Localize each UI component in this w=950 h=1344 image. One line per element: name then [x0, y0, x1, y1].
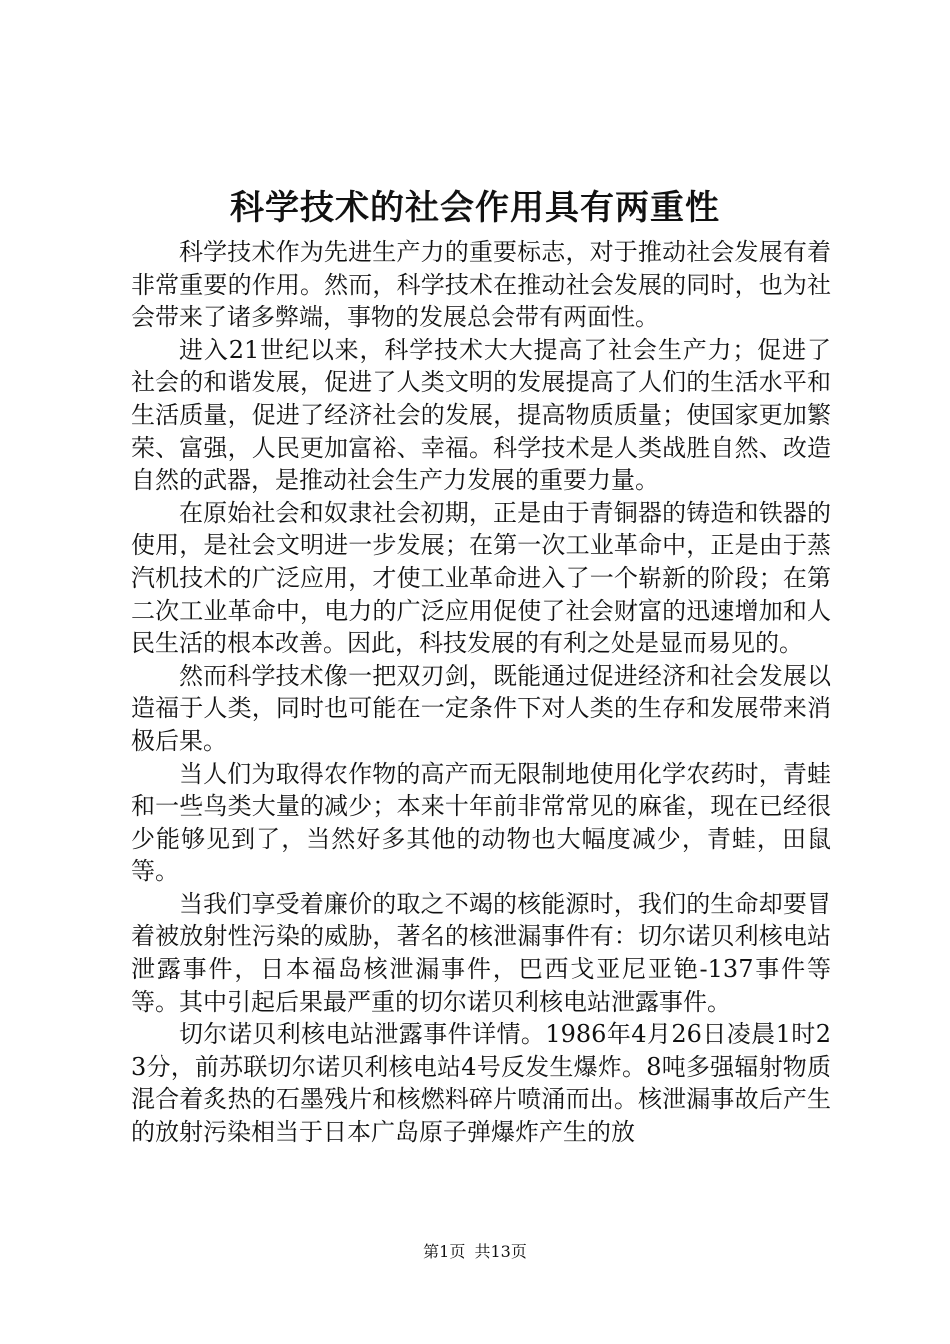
paragraph: 在原始社会和奴隶社会初期，正是由于青铜器的铸造和铁器的使用，是社会文明进一步发展；在第一次工业革命中，正是由于蒸汽机技术的广泛应用，才使工业革命进入了一个崭新的阶段；在第二次工业革命中，电力的广泛应用促使了社会财富的迅速增加和人民生活的根本改善。因此，科技发展的有利之处是显而易见的。 [131, 498, 831, 658]
paragraph: 切尔诺贝利核电站泄露事件详情。1986年4月26日凌晨1时23分，前苏联切尔诺贝利核电站4号反发生爆炸。8吨多强辐射物质混合着炙热的石墨残片和核燃料碎片喷涌而出。核泄漏事故后产生的放射污染相当于日本广岛原子弹爆炸产生的放 [131, 1020, 831, 1147]
paragraph: 当我们享受着廉价的取之不竭的核能源时，我们的生命却要冒着被放射性污染的威胁，著名的核泄漏事件有：切尔诺贝利核电站泄露事件，日本福岛核泄漏事件，巴西戈亚尼亚铯-137事件等等。其中引起后果最严重的切尔诺贝利核电站泄露事件。 [131, 889, 831, 1016]
document-title: 科学技术的社会作用具有两重性 [230, 188, 720, 228]
paragraph: 进入21世纪以来，科学技术大大提高了社会生产力；促进了社会的和谐发展，促进了人类文明的发展提高了人们的生活水平和生活质量，促进了经济社会的发展，提高物质质量；使国家更加繁荣、富强，人民更加富裕、幸福。科学技术是人类战胜自然、改造自然的武器，是推动社会生产力发展的重要力量。 [131, 335, 831, 495]
paragraph: 科学技术作为先进生产力的重要标志，对于推动社会发展有着非常重要的作用。然而，科学技术在推动社会发展的同时，也为社会带来了诸多弊端，事物的发展总会带有两面性。 [131, 238, 831, 332]
paragraph: 当人们为取得农作物的高产而无限制地使用化学农药时，青蛙和一些鸟类大量的减少；本来十年前非常常见的麻雀，现在已经很少能够见到了，当然好多其他的动物也大幅度减少，青蛙，田鼠等。 [131, 759, 831, 886]
page-total: 共13页 [474, 1242, 527, 1261]
document-body [131, 236, 831, 1149]
paragraph: 然而科学技术像一把双刃剑，既能通过促进经济和社会发展以造福于人类，同时也可能在一定条件下对人类的生存和发展带来消极后果。 [131, 661, 831, 755]
page-number: 第1页 [423, 1242, 466, 1261]
page-footer [0, 1240, 950, 1264]
